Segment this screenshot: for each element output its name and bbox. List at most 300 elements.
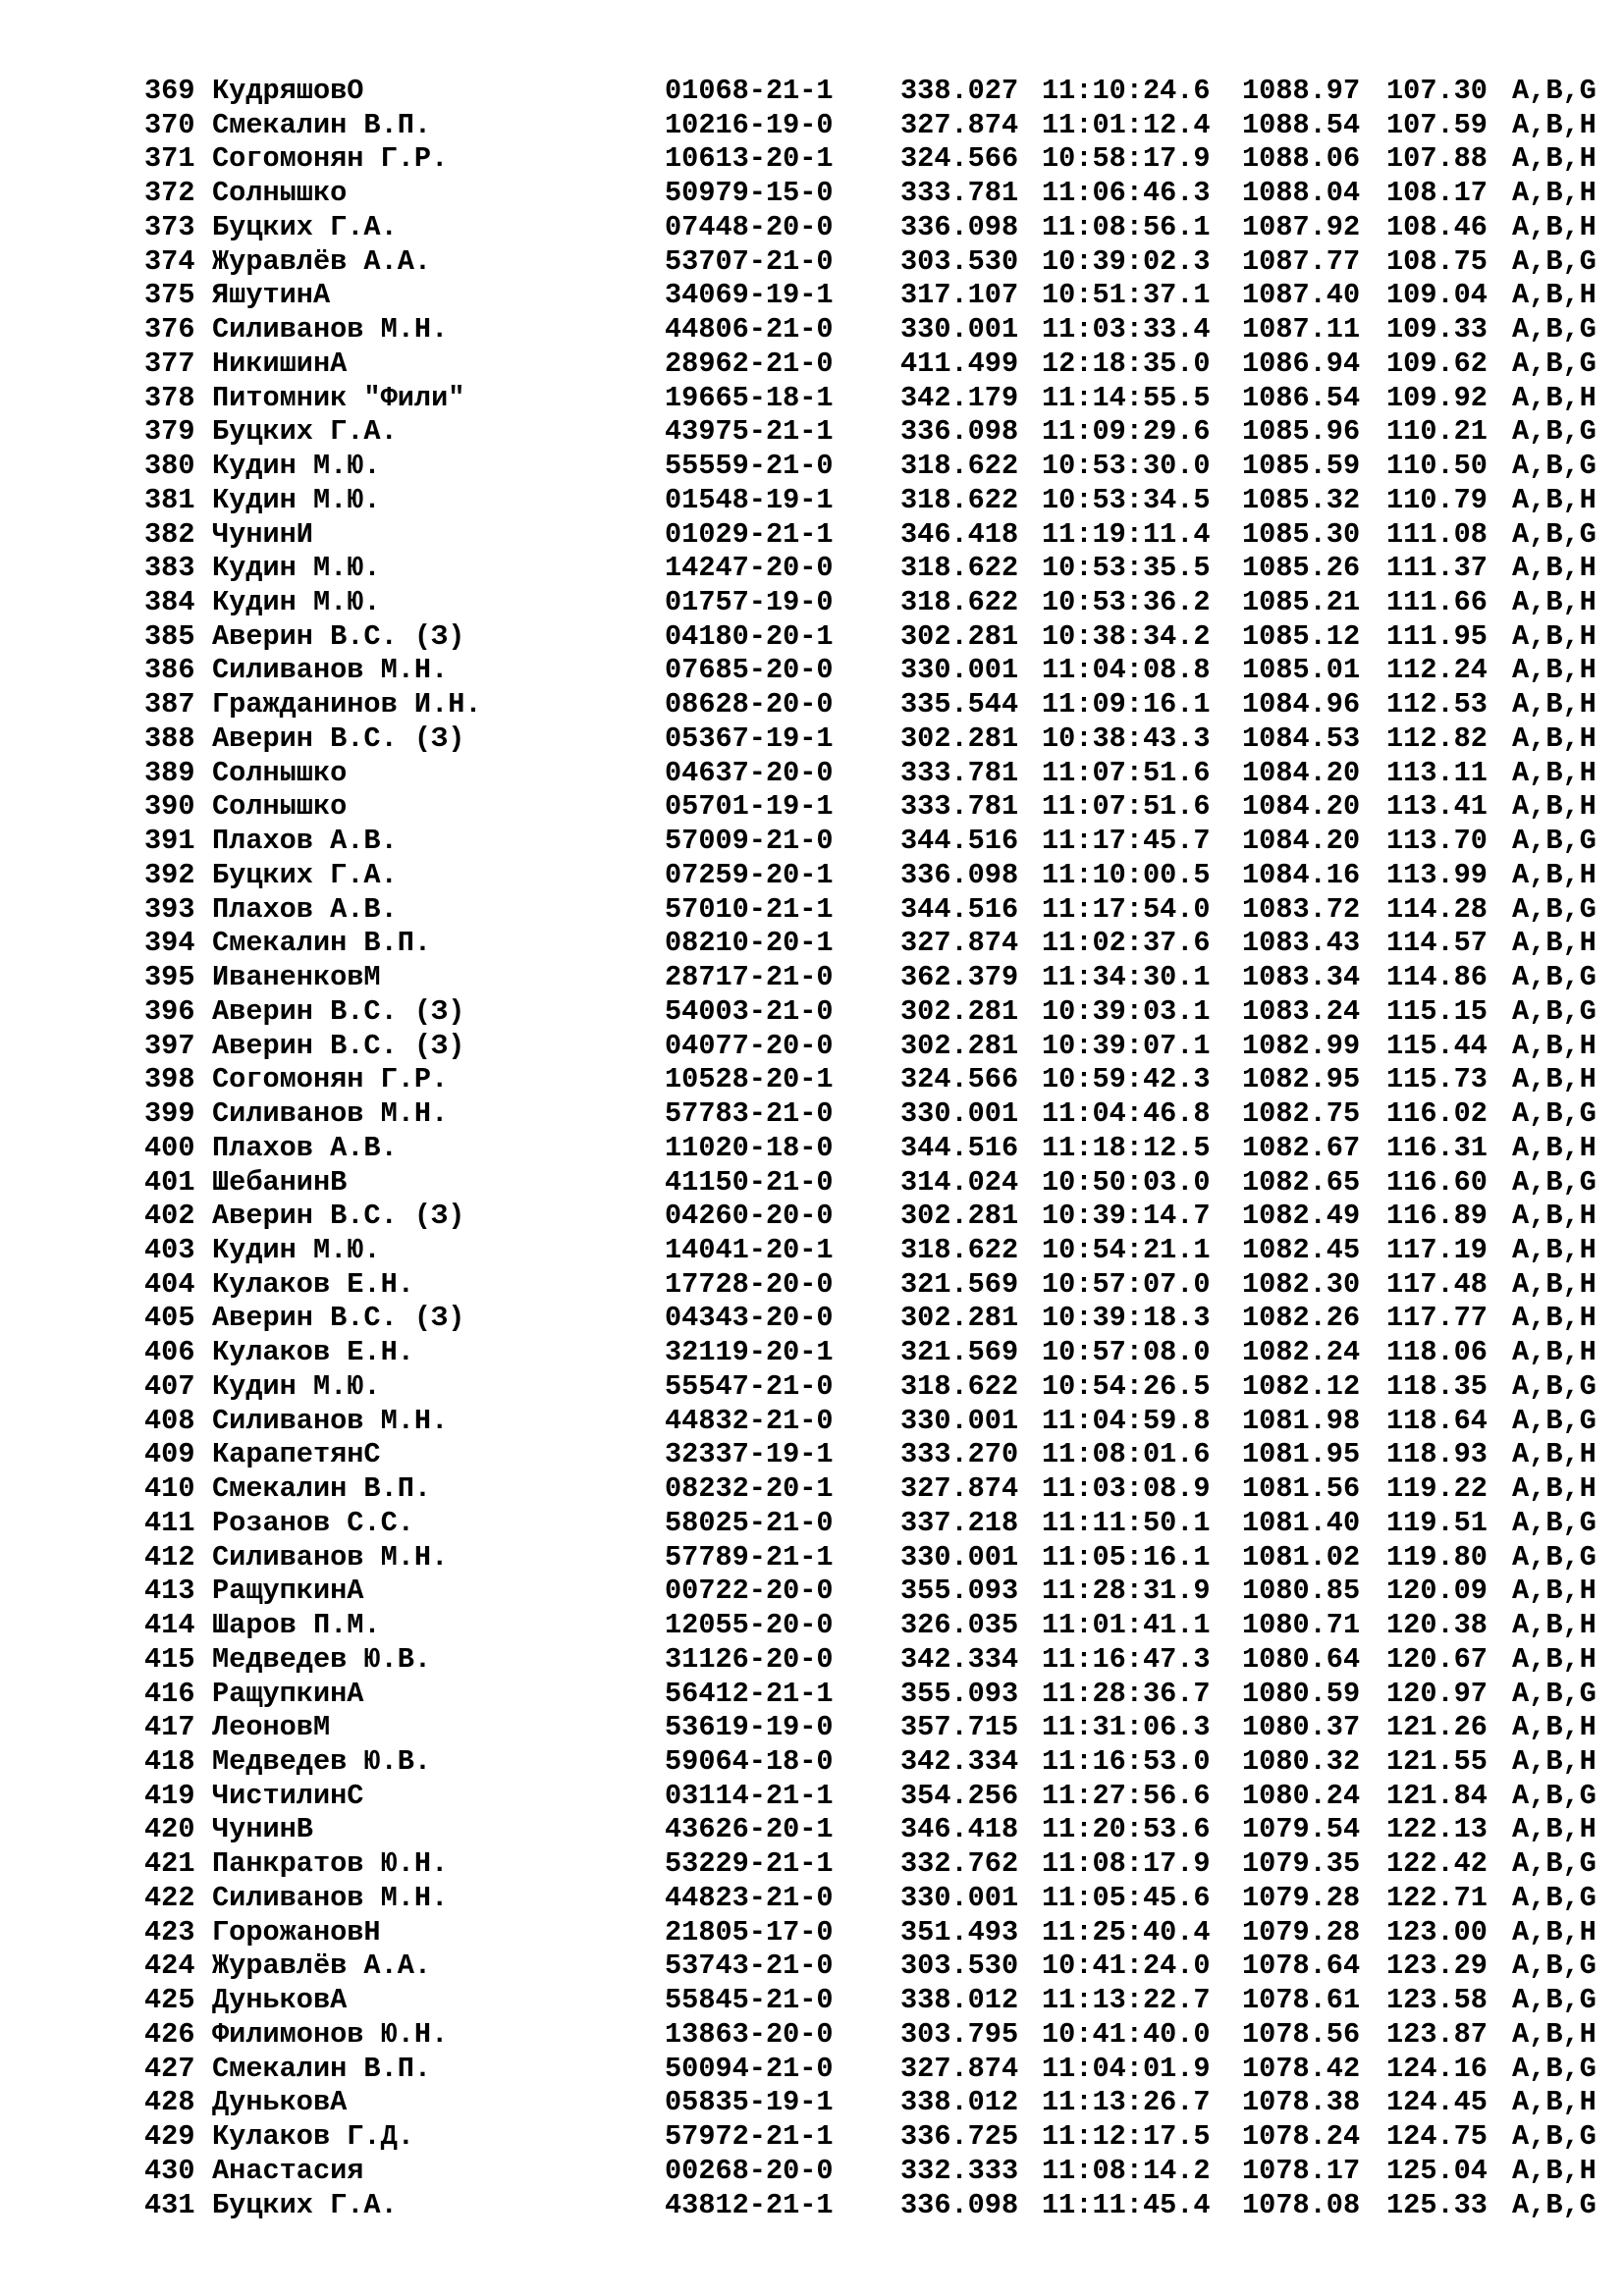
distance: 336.098 xyxy=(900,210,1019,243)
distance: 318.622 xyxy=(900,483,1019,516)
ring-number: 04260-20-0 xyxy=(665,1200,834,1233)
speed: 1081.98 xyxy=(1242,1404,1361,1437)
distance: 318.622 xyxy=(900,586,1019,619)
distance: 333.781 xyxy=(900,177,1019,210)
arrival-time: 11:09:16.1 xyxy=(1042,688,1211,721)
coefficient: 107.30 xyxy=(1386,75,1488,107)
distance: 351.493 xyxy=(900,1915,1019,1949)
fancier-name: Силиванов М.Н. xyxy=(212,313,449,347)
arrival-time: 11:08:17.9 xyxy=(1042,1847,1211,1881)
category: A,B,H xyxy=(1512,756,1597,789)
row-number: 422 xyxy=(144,1881,195,1914)
ring-number: 43626-20-1 xyxy=(665,1813,834,1846)
ring-number: 32119-20-1 xyxy=(665,1336,834,1369)
table-row xyxy=(144,1780,1620,1814)
coefficient: 120.38 xyxy=(1386,1609,1488,1642)
fancier-name: Плахов А.В. xyxy=(212,825,398,858)
table-row xyxy=(144,1949,1620,1984)
row-number: 409 xyxy=(144,1438,195,1471)
speed: 1082.30 xyxy=(1242,1267,1361,1301)
speed: 1088.04 xyxy=(1242,177,1361,210)
speed: 1082.65 xyxy=(1242,1165,1361,1199)
speed: 1078.24 xyxy=(1242,2120,1361,2154)
fancier-name: НикишинА xyxy=(212,347,348,380)
speed: 1087.11 xyxy=(1242,313,1361,347)
ring-number: 14041-20-1 xyxy=(665,1233,834,1266)
distance: 302.281 xyxy=(900,1029,1019,1062)
arrival-time: 10:38:34.2 xyxy=(1042,619,1211,653)
table-row xyxy=(144,2086,1620,2120)
ring-number: 57009-21-0 xyxy=(665,825,834,858)
ring-number: 53707-21-0 xyxy=(665,244,834,278)
coefficient: 114.28 xyxy=(1386,892,1488,926)
speed: 1087.92 xyxy=(1242,210,1361,243)
table-row xyxy=(144,211,1620,245)
ring-number: 00268-20-0 xyxy=(665,2154,834,2187)
fancier-name: Плахов А.В. xyxy=(212,892,398,926)
row-number: 402 xyxy=(144,1200,195,1233)
table-row xyxy=(144,1507,1620,1541)
speed: 1080.64 xyxy=(1242,1642,1361,1676)
fancier-name: ДуньковА xyxy=(212,1984,348,2017)
distance: 337.218 xyxy=(900,1506,1019,1539)
row-number: 394 xyxy=(144,927,195,960)
distance: 317.107 xyxy=(900,279,1019,312)
ring-number: 50979-15-0 xyxy=(665,177,834,210)
distance: 346.418 xyxy=(900,1813,1019,1846)
arrival-time: 11:17:54.0 xyxy=(1042,892,1211,926)
row-number: 369 xyxy=(144,75,195,107)
category: A,B,G xyxy=(1512,313,1597,347)
row-number: 379 xyxy=(144,415,195,449)
fancier-name: Аверин В.С. (З) xyxy=(212,1302,465,1335)
row-number: 385 xyxy=(144,619,195,653)
arrival-time: 11:10:00.5 xyxy=(1042,858,1211,891)
distance: 330.001 xyxy=(900,313,1019,347)
fancier-name: Силиванов М.Н. xyxy=(212,1097,449,1131)
speed: 1078.38 xyxy=(1242,2086,1361,2119)
category: A,B,H xyxy=(1512,1575,1597,1608)
arrival-time: 11:05:16.1 xyxy=(1042,1540,1211,1574)
ring-number: 31126-20-0 xyxy=(665,1642,834,1676)
ring-number: 04637-20-0 xyxy=(665,756,834,789)
speed: 1084.20 xyxy=(1242,825,1361,858)
fancier-name: ГорожановН xyxy=(212,1915,381,1949)
category: A,B,H xyxy=(1512,210,1597,243)
table-row xyxy=(144,1438,1620,1472)
fancier-name: Аверин В.С. (З) xyxy=(212,1200,465,1233)
distance: 411.499 xyxy=(900,347,1019,380)
table-row xyxy=(144,1609,1620,1643)
table-row xyxy=(144,961,1620,995)
arrival-time: 11:17:45.7 xyxy=(1042,825,1211,858)
ring-number: 50094-21-0 xyxy=(665,2052,834,2085)
row-number: 417 xyxy=(144,1711,195,1744)
category: A,B,G xyxy=(1512,961,1597,994)
ring-number: 44823-21-0 xyxy=(665,1881,834,1914)
ring-number: 03114-21-1 xyxy=(665,1779,834,1812)
coefficient: 109.92 xyxy=(1386,381,1488,414)
distance: 321.569 xyxy=(900,1336,1019,1369)
coefficient: 116.31 xyxy=(1386,1131,1488,1164)
distance: 318.622 xyxy=(900,1369,1019,1403)
row-number: 401 xyxy=(144,1165,195,1199)
category: A,B,H xyxy=(1512,927,1597,960)
category: A,B,G xyxy=(1512,825,1597,858)
fancier-name: КарапетянС xyxy=(212,1438,381,1471)
coefficient: 123.29 xyxy=(1386,1949,1488,1983)
arrival-time: 11:02:37.6 xyxy=(1042,927,1211,960)
speed: 1078.61 xyxy=(1242,1984,1361,2017)
fancier-name: Согомонян Г.Р. xyxy=(212,1063,449,1096)
table-row xyxy=(144,415,1620,450)
coefficient: 115.73 xyxy=(1386,1063,1488,1096)
speed: 1083.24 xyxy=(1242,994,1361,1028)
fancier-name: Журавлёв А.А. xyxy=(212,244,432,278)
distance: 336.725 xyxy=(900,2120,1019,2154)
category: A,B,G xyxy=(1512,994,1597,1028)
table-row xyxy=(144,654,1620,688)
coefficient: 114.86 xyxy=(1386,961,1488,994)
ring-number: 44832-21-0 xyxy=(665,1404,834,1437)
arrival-time: 10:53:36.2 xyxy=(1042,586,1211,619)
ring-number: 28962-21-0 xyxy=(665,347,834,380)
row-number: 428 xyxy=(144,2086,195,2119)
fancier-name: Анастасия xyxy=(212,2154,364,2187)
row-number: 374 xyxy=(144,244,195,278)
arrival-time: 11:19:11.4 xyxy=(1042,517,1211,551)
table-row xyxy=(144,757,1620,791)
distance: 346.418 xyxy=(900,517,1019,551)
fancier-name: Медведев Ю.В. xyxy=(212,1744,432,1778)
ring-number: 10528-20-1 xyxy=(665,1063,834,1096)
category: A,B,G xyxy=(1512,2052,1597,2085)
table-row xyxy=(144,347,1620,382)
speed: 1088.97 xyxy=(1242,75,1361,107)
fancier-name: Аверин В.С. (З) xyxy=(212,994,465,1028)
arrival-time: 11:06:46.3 xyxy=(1042,177,1211,210)
distance: 314.024 xyxy=(900,1165,1019,1199)
speed: 1087.40 xyxy=(1242,279,1361,312)
category: A,B,H xyxy=(1512,1438,1597,1471)
speed: 1079.54 xyxy=(1242,1813,1361,1846)
table-row xyxy=(144,790,1620,825)
fancier-name: ЛеоновМ xyxy=(212,1711,331,1744)
fancier-name: Кулаков Е.Н. xyxy=(212,1267,414,1301)
row-number: 388 xyxy=(144,721,195,755)
fancier-name: Панкратов Ю.Н. xyxy=(212,1847,449,1881)
distance: 342.334 xyxy=(900,1642,1019,1676)
coefficient: 110.21 xyxy=(1386,415,1488,449)
speed: 1085.01 xyxy=(1242,654,1361,687)
ring-number: 04180-20-1 xyxy=(665,619,834,653)
coefficient: 113.41 xyxy=(1386,790,1488,824)
category: A,B,G xyxy=(1512,1847,1597,1881)
fancier-name: Смекалин В.П. xyxy=(212,1472,432,1506)
table-row xyxy=(144,1882,1620,1916)
speed: 1086.54 xyxy=(1242,381,1361,414)
ring-number: 01029-21-1 xyxy=(665,517,834,551)
table-row xyxy=(144,722,1620,757)
distance: 302.281 xyxy=(900,619,1019,653)
category: A,B,H xyxy=(1512,108,1597,141)
distance: 318.622 xyxy=(900,450,1019,483)
ring-number: 53229-21-1 xyxy=(665,1847,834,1881)
table-row xyxy=(144,382,1620,416)
coefficient: 113.11 xyxy=(1386,756,1488,789)
arrival-time: 10:39:02.3 xyxy=(1042,244,1211,278)
row-number: 399 xyxy=(144,1097,195,1131)
distance: 332.333 xyxy=(900,2154,1019,2187)
coefficient: 122.42 xyxy=(1386,1847,1488,1881)
table-row xyxy=(144,1370,1620,1405)
fancier-name: ЧунинИ xyxy=(212,517,313,551)
ring-number: 01068-21-1 xyxy=(665,75,834,107)
coefficient: 122.13 xyxy=(1386,1813,1488,1846)
coefficient: 118.64 xyxy=(1386,1404,1488,1437)
table-row xyxy=(144,620,1620,655)
coefficient: 108.75 xyxy=(1386,244,1488,278)
coefficient: 125.33 xyxy=(1386,2188,1488,2221)
ring-number: 57972-21-1 xyxy=(665,2120,834,2154)
ring-number: 28717-21-0 xyxy=(665,961,834,994)
category: A,B,H xyxy=(1512,483,1597,516)
arrival-time: 10:57:07.0 xyxy=(1042,1267,1211,1301)
coefficient: 118.35 xyxy=(1386,1369,1488,1403)
table-row xyxy=(144,1711,1620,1745)
distance: 336.098 xyxy=(900,2188,1019,2221)
arrival-time: 10:59:42.3 xyxy=(1042,1063,1211,1096)
row-number: 381 xyxy=(144,483,195,516)
coefficient: 111.66 xyxy=(1386,586,1488,619)
arrival-time: 10:53:35.5 xyxy=(1042,552,1211,585)
distance: 330.001 xyxy=(900,1404,1019,1437)
row-number: 378 xyxy=(144,381,195,414)
table-row xyxy=(144,2120,1620,2155)
row-number: 397 xyxy=(144,1029,195,1062)
row-number: 400 xyxy=(144,1131,195,1164)
category: A,B,H xyxy=(1512,381,1597,414)
table-row xyxy=(144,1541,1620,1575)
ring-number: 12055-20-0 xyxy=(665,1609,834,1642)
row-number: 431 xyxy=(144,2188,195,2221)
ring-number: 53619-19-0 xyxy=(665,1711,834,1744)
row-number: 372 xyxy=(144,177,195,210)
fancier-name: Кудин М.Ю. xyxy=(212,1233,381,1266)
category: A,B,G xyxy=(1512,1404,1597,1437)
speed: 1079.35 xyxy=(1242,1847,1361,1881)
table-row xyxy=(144,995,1620,1030)
arrival-time: 10:39:14.7 xyxy=(1042,1200,1211,1233)
row-number: 413 xyxy=(144,1575,195,1608)
arrival-time: 11:03:08.9 xyxy=(1042,1472,1211,1506)
category: A,B,H xyxy=(1512,1472,1597,1506)
arrival-time: 11:01:12.4 xyxy=(1042,108,1211,141)
arrival-time: 11:04:46.8 xyxy=(1042,1097,1211,1131)
category: A,B,G xyxy=(1512,892,1597,926)
distance: 330.001 xyxy=(900,1881,1019,1914)
distance: 327.874 xyxy=(900,1472,1019,1506)
arrival-time: 11:01:41.1 xyxy=(1042,1609,1211,1642)
category: A,B,H xyxy=(1512,2154,1597,2187)
table-row xyxy=(144,1268,1620,1303)
arrival-time: 10:39:03.1 xyxy=(1042,994,1211,1028)
row-number: 371 xyxy=(144,142,195,176)
ring-number: 58025-21-0 xyxy=(665,1506,834,1539)
category: A,B,H xyxy=(1512,1131,1597,1164)
table-row xyxy=(144,484,1620,518)
speed: 1078.64 xyxy=(1242,1949,1361,1983)
distance: 338.012 xyxy=(900,2086,1019,2119)
row-number: 416 xyxy=(144,1677,195,1710)
row-number: 395 xyxy=(144,961,195,994)
coefficient: 111.95 xyxy=(1386,619,1488,653)
fancier-name: ДуньковА xyxy=(212,2086,348,2119)
ring-number: 59064-18-0 xyxy=(665,1744,834,1778)
arrival-time: 11:11:45.4 xyxy=(1042,2188,1211,2221)
ring-number: 17728-20-0 xyxy=(665,1267,834,1301)
table-row xyxy=(144,177,1620,211)
speed: 1081.40 xyxy=(1242,1506,1361,1539)
coefficient: 119.80 xyxy=(1386,1540,1488,1574)
arrival-time: 11:05:45.6 xyxy=(1042,1881,1211,1914)
ring-number: 10216-19-0 xyxy=(665,108,834,141)
coefficient: 125.04 xyxy=(1386,2154,1488,2187)
fancier-name: РащупкинА xyxy=(212,1677,364,1710)
category: A,B,H xyxy=(1512,1813,1597,1846)
category: A,B,H xyxy=(1512,858,1597,891)
distance: 326.035 xyxy=(900,1609,1019,1642)
distance: 330.001 xyxy=(900,1540,1019,1574)
speed: 1080.85 xyxy=(1242,1575,1361,1608)
category: A,B,H xyxy=(1512,142,1597,176)
fancier-name: Кудин М.Ю. xyxy=(212,552,381,585)
speed: 1085.32 xyxy=(1242,483,1361,516)
row-number: 411 xyxy=(144,1506,195,1539)
coefficient: 113.99 xyxy=(1386,858,1488,891)
speed: 1082.67 xyxy=(1242,1131,1361,1164)
row-number: 427 xyxy=(144,2052,195,2085)
category: A,B,H xyxy=(1512,1609,1597,1642)
speed: 1083.34 xyxy=(1242,961,1361,994)
speed: 1084.53 xyxy=(1242,721,1361,755)
category: A,B,H xyxy=(1512,1302,1597,1335)
speed: 1084.96 xyxy=(1242,688,1361,721)
category: A,B,H xyxy=(1512,1233,1597,1266)
fancier-name: Смекалин В.П. xyxy=(212,2052,432,2085)
distance: 327.874 xyxy=(900,927,1019,960)
ring-number: 05367-19-1 xyxy=(665,721,834,755)
coefficient: 123.87 xyxy=(1386,2017,1488,2051)
table-row xyxy=(144,1643,1620,1678)
table-row xyxy=(144,450,1620,484)
table-row xyxy=(144,1678,1620,1712)
fancier-name: Кудин М.Ю. xyxy=(212,1369,381,1403)
table-row xyxy=(144,1745,1620,1780)
table-row xyxy=(144,1097,1620,1132)
ring-number: 05835-19-1 xyxy=(665,2086,834,2119)
ring-number: 01548-19-1 xyxy=(665,483,834,516)
table-row xyxy=(144,1132,1620,1166)
category: A,B,G xyxy=(1512,415,1597,449)
arrival-time: 11:13:22.7 xyxy=(1042,1984,1211,2017)
distance: 362.379 xyxy=(900,961,1019,994)
arrival-time: 10:39:07.1 xyxy=(1042,1029,1211,1062)
arrival-time: 10:57:08.0 xyxy=(1042,1336,1211,1369)
arrival-time: 11:11:50.1 xyxy=(1042,1506,1211,1539)
table-row xyxy=(144,2018,1620,2053)
distance: 318.622 xyxy=(900,1233,1019,1266)
category: A,B,G xyxy=(1512,347,1597,380)
ring-number: 08210-20-1 xyxy=(665,927,834,960)
ring-number: 21805-17-0 xyxy=(665,1915,834,1949)
coefficient: 116.02 xyxy=(1386,1097,1488,1131)
ring-number: 11020-18-0 xyxy=(665,1131,834,1164)
fancier-name: РащупкинА xyxy=(212,1575,364,1608)
fancier-name: Смекалин В.П. xyxy=(212,927,432,960)
arrival-time: 10:51:37.1 xyxy=(1042,279,1211,312)
distance: 344.516 xyxy=(900,1131,1019,1164)
row-number: 389 xyxy=(144,756,195,789)
category: A,B,H xyxy=(1512,654,1597,687)
ring-number: 01757-19-0 xyxy=(665,586,834,619)
table-row xyxy=(144,1166,1620,1201)
fancier-name: ИваненковМ xyxy=(212,961,381,994)
fancier-name: Филимонов Ю.Н. xyxy=(212,2017,449,2051)
speed: 1084.20 xyxy=(1242,756,1361,789)
fancier-name: ЯшутинА xyxy=(212,279,331,312)
row-number: 382 xyxy=(144,517,195,551)
speed: 1078.42 xyxy=(1242,2052,1361,2085)
arrival-time: 10:54:26.5 xyxy=(1042,1369,1211,1403)
arrival-time: 11:07:51.6 xyxy=(1042,756,1211,789)
fancier-name: Питомник "Фили" xyxy=(212,381,465,414)
distance: 354.256 xyxy=(900,1779,1019,1812)
distance: 302.281 xyxy=(900,721,1019,755)
category: A,B,H xyxy=(1512,177,1597,210)
fancier-name: Силиванов М.Н. xyxy=(212,654,449,687)
fancier-name: ЧунинВ xyxy=(212,1813,313,1846)
category: A,B,G xyxy=(1512,1779,1597,1812)
speed: 1085.96 xyxy=(1242,415,1361,449)
speed: 1078.56 xyxy=(1242,2017,1361,2051)
coefficient: 124.75 xyxy=(1386,2120,1488,2154)
distance: 321.569 xyxy=(900,1267,1019,1301)
distance: 333.781 xyxy=(900,756,1019,789)
category: A,B,H xyxy=(1512,1200,1597,1233)
coefficient: 123.58 xyxy=(1386,1984,1488,2017)
table-row xyxy=(144,2189,1620,2223)
category: A,B,G xyxy=(1512,2120,1597,2154)
coefficient: 118.06 xyxy=(1386,1336,1488,1369)
table-row xyxy=(144,825,1620,859)
coefficient: 116.89 xyxy=(1386,1200,1488,1233)
table-row xyxy=(144,1472,1620,1507)
distance: 303.530 xyxy=(900,244,1019,278)
ring-number: 54003-21-0 xyxy=(665,994,834,1028)
category: A,B,G xyxy=(1512,1540,1597,1574)
speed: 1078.17 xyxy=(1242,2154,1361,2187)
speed: 1079.28 xyxy=(1242,1915,1361,1949)
coefficient: 117.77 xyxy=(1386,1302,1488,1335)
speed: 1088.54 xyxy=(1242,108,1361,141)
coefficient: 117.19 xyxy=(1386,1233,1488,1266)
speed: 1082.26 xyxy=(1242,1302,1361,1335)
distance: 344.516 xyxy=(900,892,1019,926)
coefficient: 124.16 xyxy=(1386,2052,1488,2085)
arrival-time: 11:28:31.9 xyxy=(1042,1575,1211,1608)
coefficient: 117.48 xyxy=(1386,1267,1488,1301)
